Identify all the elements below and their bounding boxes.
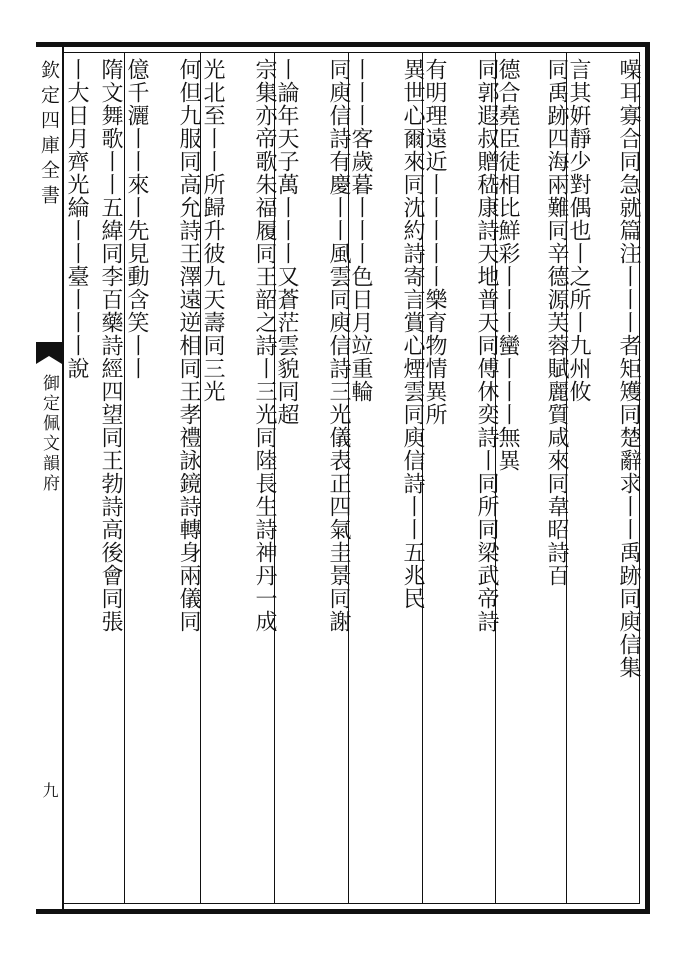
text-column <box>518 58 570 896</box>
margin-column <box>36 52 62 902</box>
column-text: 有明理遠近丨丨丨丨丨樂育物情異所 <box>422 58 447 426</box>
section-title: 御定佩文韻府 <box>39 374 59 494</box>
column-text: 億千灑丨丨來丨先見動含笑丨丨 <box>124 58 149 380</box>
text-column <box>64 58 90 896</box>
text-column <box>90 58 124 896</box>
text-column <box>590 58 642 896</box>
column-text: 隋文舞歌丨丨五緯同李百藥詩經四望同王勃詩高後會同張 <box>98 58 123 633</box>
page-number: 九 <box>40 782 59 798</box>
text-column <box>300 58 352 896</box>
column-text: 丨論年天子萬丨丨丨又蒼茫雲貌同超 <box>274 58 299 426</box>
column-text: 言其姸靜少對偶也丨之所丨九州攸 <box>566 58 591 403</box>
fish-tail-mark-icon <box>36 342 62 372</box>
book-title: 欽定四庫全書 <box>38 60 60 210</box>
column-text: 何但九服同高允詩王澤遠逆相同王孝禮詠鏡詩轉身兩儀同 <box>176 58 201 633</box>
column-text: 同庾信詩有慶丨丨風雲同庾信詩三光儀表正四氣圭景同謝 <box>326 58 351 633</box>
column-text: 同禹跡四海兩難同辛德源芙蓉賦麗質咸來同韋昭詩百 <box>544 58 569 587</box>
text-column <box>226 58 278 896</box>
column-text: 丨大日月齊光綸丨丨臺丨丨丨說 <box>64 58 89 380</box>
text-column <box>448 58 500 896</box>
column-text: 宗集亦帝歌朱福履同王韶之詩丨三光同陸長生詩神丹一成 <box>252 58 277 633</box>
column-text: 光北至丨丨所歸升彼九天壽同三光 <box>200 58 225 403</box>
column-text: 德合堯臣徒相比鮮彩丨丨丨蠻丨丨丨無異 <box>495 58 520 472</box>
column-text: 噪耳寡合同急就篇注丨丨丨者矩矱同楚辭求丨丨禹跡同庾信集 <box>616 58 641 679</box>
text-column <box>150 58 202 896</box>
text-column <box>124 58 150 896</box>
column-text: 異世心爾來同沈約詩寄言賞心煙雲同庾信詩丨丨五兆民 <box>400 58 425 610</box>
text-column <box>200 58 226 896</box>
column-text: 同郭遐叔贈嵇康詩天地普天同傅休奕詩丨同所同梁武帝詩 <box>474 58 499 633</box>
column-text: 丨丨丨客歲暮丨丨丨色日月竝重輪 <box>348 58 373 403</box>
text-column <box>374 58 426 896</box>
